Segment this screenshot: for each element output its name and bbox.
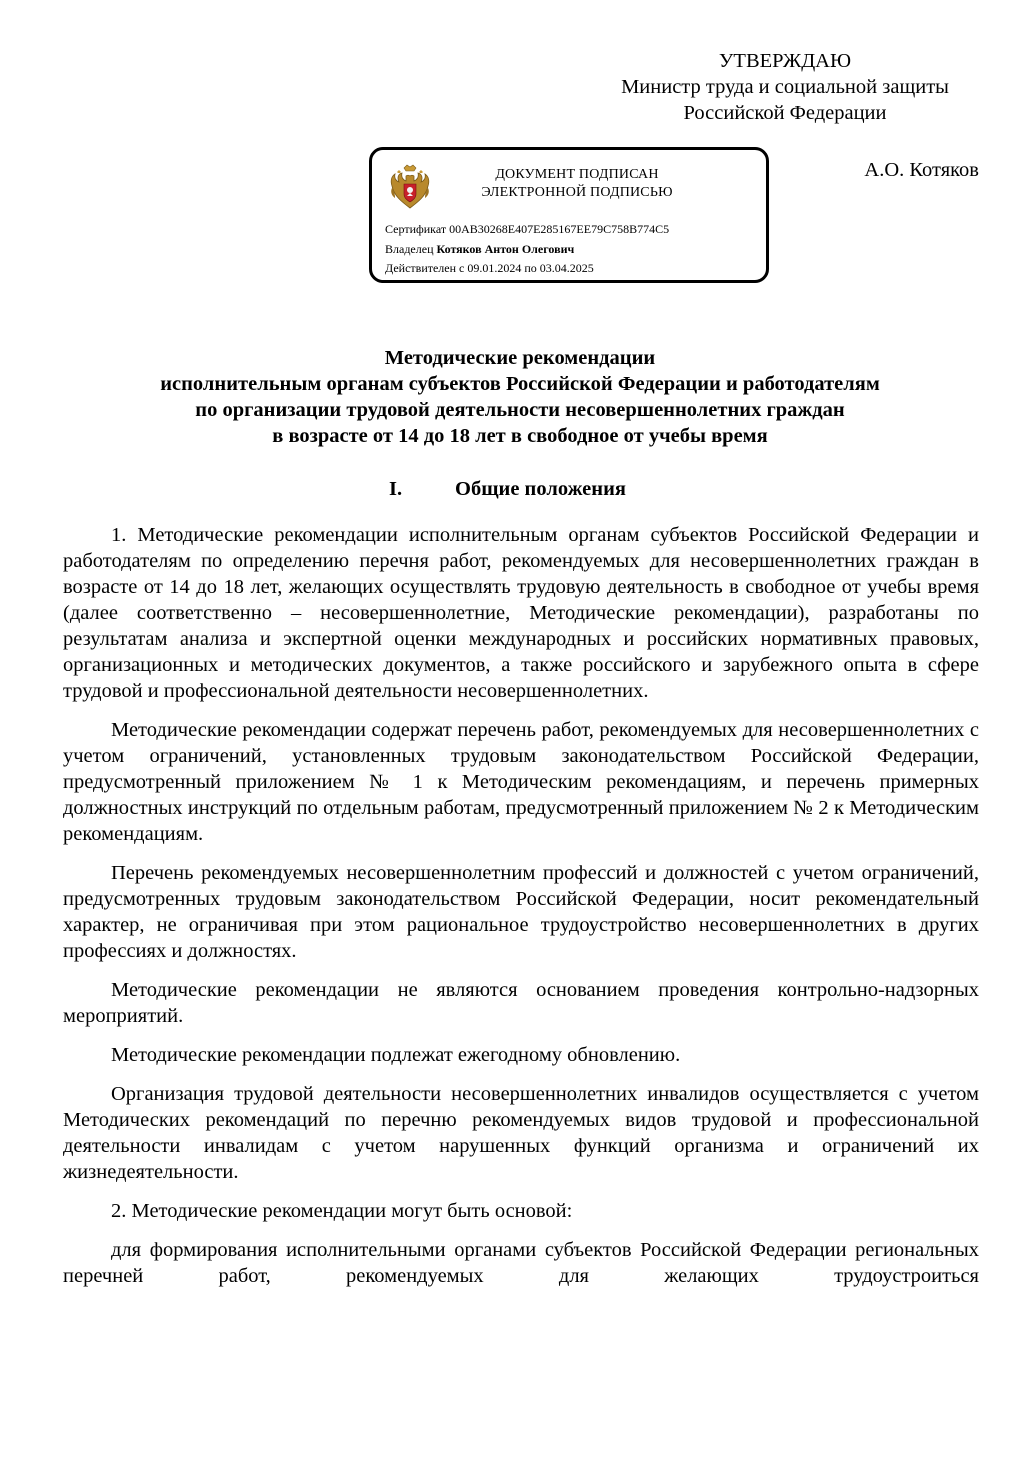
stamp-details — [385, 220, 669, 279]
electronic-signature-stamp — [369, 147, 769, 283]
valid-label: Действителен — [385, 261, 457, 275]
russian-coat-of-arms-icon — [386, 162, 434, 214]
paragraph: Методические рекомендации содержат перечень работ, рекомендуемых для несовершеннолетних с учетом ограничений, установленных трудовым законодательством Российской Федерации, предусмотренный приложением № 1 к Методическим рекомендациям, и перечень примерных должностных инструкций по отдельным работам, предусмотренный приложением № 2 к Методическим рекомендациям. — [63, 719, 979, 845]
document-title — [60, 345, 980, 449]
paragraph: Организация трудовой деятельности несовершеннолетних инвалидов осуществляется с учетом Методических рекомендаций по перечню рекомендуемых видов трудовой и профессиональной деятельности инвалидам с учетом нарушенных функций организма и ограничений их жизнедеятельности. — [63, 1083, 979, 1183]
stamp-validity-line — [385, 259, 669, 279]
paragraph: Перечень рекомендуемых несовершеннолетним профессий и должностей с учетом ограничений, предусмотренных трудовым законодательством Российской Федерации, носит рекомендательный характер, не ограничивая при этом рациональное трудоустройство несовершеннолетних в других профессиях и должностях. — [63, 862, 979, 962]
paragraph: Методические рекомендации не являются основанием проведения контрольно-надзорных мероприятий. — [63, 979, 979, 1027]
approval-heading: УТВЕРЖДАЮ — [718, 50, 852, 72]
paragraph: 2. Методические рекомендации могут быть основой: — [111, 1200, 573, 1222]
valid-to-prefix: по — [524, 261, 537, 275]
paragraph: для формирования исполнительными органами субъектов Российской Федерации региональных перечней работ, рекомендуемых для желающих трудоустроиться — [63, 1239, 979, 1287]
document-title-line: Методические рекомендации — [384, 347, 656, 369]
document-title-line: исполнительным органам субъектов Российской Федерации и работодателям — [160, 373, 880, 395]
stamp-title-line-2: ЭЛЕКТРОННОЙ ПОДПИСЬЮ — [481, 185, 673, 200]
valid-to-date: 03.04.2025 — [539, 261, 594, 275]
certificate-value: 00AB30268E407E285167EE79C758B774C5 — [449, 222, 670, 236]
approval-position-line-2: Российской Федерации — [683, 102, 887, 124]
section-number: I. — [389, 478, 403, 500]
approval-block — [560, 48, 1009, 126]
section-title: Общие положения — [455, 478, 626, 500]
signer-name: А.О. Котяков — [864, 159, 979, 181]
stamp-certificate-line — [385, 220, 669, 240]
document-body — [63, 522, 979, 1302]
stamp-owner-line — [385, 240, 669, 260]
stamp-title — [452, 166, 702, 202]
valid-from-date: 09.01.2024 — [467, 261, 522, 275]
approval-position-line-1: Министр труда и социальной защиты — [621, 76, 949, 98]
document-title-line: в возрасте от 14 до 18 лет в свободное от учебы время — [272, 425, 768, 447]
document-title-line: по организации трудовой деятельности несовершеннолетних граждан — [195, 399, 845, 421]
owner-value: Котяков Антон Олегович — [436, 241, 575, 256]
paragraph: Методические рекомендации подлежат ежегодному обновлению. — [111, 1044, 681, 1066]
certificate-label: Сертификат — [385, 222, 447, 236]
paragraph: 1. Методические рекомендации исполнительным органам субъектов Российской Федерации и работодателям по определению перечня работ, рекомендуемых для несовершеннолетних граждан в возрасте от 14 до 18 лет, желающих осуществлять трудовую деятельность в свободное от учебы время (далее соответственно – несовершеннолетние, Методические рекомендации), разработаны по результатам анализа и экспертной оценки международных и российских нормативных правовых, организационных и методических документов, а также российского и зарубежного опыта в сфере трудовой и профессиональной деятельности несовершеннолетних. — [63, 524, 979, 702]
valid-from-prefix: с — [459, 261, 465, 275]
stamp-title-line-1: ДОКУМЕНТ ПОДПИСАН — [495, 167, 659, 182]
owner-label: Владелец — [385, 241, 434, 256]
